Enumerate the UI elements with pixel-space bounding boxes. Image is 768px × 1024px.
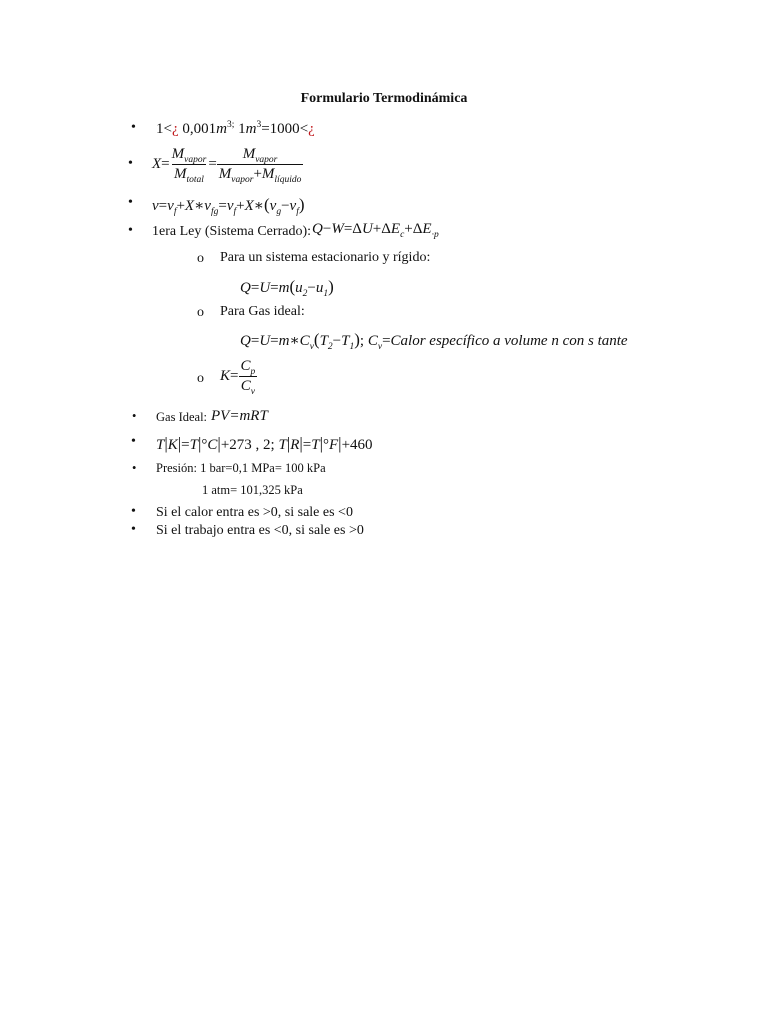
eq-var: M (261, 166, 275, 182)
eq-var: C (367, 333, 378, 349)
bullet: • (132, 461, 137, 475)
eq-sub: vapor (184, 155, 207, 165)
eq-var: v (269, 198, 277, 214)
eq-text: − (307, 280, 316, 296)
eq-var: m (278, 280, 290, 296)
fraction (170, 146, 209, 183)
eq-text: +460 (341, 437, 373, 453)
eq-sub: c (400, 230, 405, 240)
eq-text: = (158, 198, 168, 214)
eq-text: ° (323, 437, 329, 453)
eq-sup: 3 (226, 120, 232, 130)
eq-sub: g (276, 207, 282, 217)
bullet: • (128, 223, 133, 238)
eq-text: Δ (381, 221, 391, 237)
eq-sub: fg (210, 207, 219, 217)
eq-var: C (207, 437, 218, 453)
equation-first-law (312, 221, 439, 238)
eq-sub: 2 (327, 342, 333, 352)
eq-var: K (220, 367, 231, 384)
eq-var: E (390, 221, 401, 237)
eq-var: X (244, 198, 254, 214)
eq-var: T (319, 333, 328, 349)
eq-text: < (163, 121, 172, 137)
heat-sign-rule: Si el calor entra es >0, si sale es <0 (156, 505, 353, 520)
eq-text: = (270, 333, 279, 349)
equation-heat-capacity-ratio (220, 358, 257, 395)
equation-quality (152, 146, 303, 183)
eq-var: C (240, 358, 251, 374)
pressure-conversion-atm: 1 atm= 101,325 kPa (202, 483, 303, 497)
eq-sub: v (377, 342, 383, 352)
eq-var: E (422, 221, 432, 237)
eq-text: = (382, 333, 391, 349)
eq-text: +273 , 2 (220, 437, 271, 453)
work-sign-rule: Si el trabajo entra es <0, si sale es >0 (156, 523, 364, 538)
equation-temperature-conversion: T|K|=T|°C|+273 , 2; T|R|=T|°F|+460 (156, 434, 373, 453)
eq-text: 1 (238, 121, 246, 137)
eq-text: + (236, 198, 245, 214)
ideal-gas-label: Para Gas ideal: (220, 304, 305, 319)
eq-var: C (240, 378, 251, 394)
eq-sub: v (309, 342, 314, 352)
eq-sup: 3 (256, 120, 262, 130)
eq-var: m (278, 333, 290, 349)
eq-var: m (245, 121, 257, 137)
eq-var: W (331, 221, 344, 237)
eq-text: Δ (412, 221, 423, 237)
eq-sub: p (250, 367, 256, 377)
eq-text: = (302, 437, 312, 453)
eq-var: Calor específico a volume n con s tante (390, 333, 628, 349)
eq-text: + (253, 166, 262, 182)
bullet: • (131, 434, 136, 449)
bullet: • (131, 504, 136, 519)
eq-var: v (289, 198, 297, 214)
eq-var: u (295, 280, 303, 296)
eq-var: M (171, 146, 185, 162)
eq-text: ∗ (194, 198, 205, 214)
eq-text: − (281, 198, 290, 214)
eq-text: − (332, 333, 342, 349)
eq-text: ° (201, 437, 208, 453)
equation-ideal-gas-law: PV=mRT (211, 408, 268, 424)
eq-text: < (299, 121, 309, 137)
eq-sub: v (250, 387, 255, 397)
eq-var: Q (240, 333, 251, 349)
fraction (217, 146, 304, 183)
page-title: Formulario Termodinámica (300, 91, 468, 106)
bullet: • (128, 195, 133, 210)
equation-volume-conversion (156, 121, 315, 138)
equation-stationary: $Q=U=m(u_2-u_1)$ (240, 277, 334, 299)
ideal-gas-law-label: Gas Ideal: (156, 410, 208, 424)
stationary-system-label: Para un sistema estacionario y rígido: (220, 250, 431, 265)
eq-text: 0,001 (182, 121, 217, 137)
eq-sub: · (431, 230, 434, 240)
eq-sub: total (186, 175, 204, 185)
eq-var: M (218, 166, 232, 182)
eq-var: M (174, 166, 187, 182)
sub-bullet: o (197, 371, 204, 386)
eq-sup: ; (231, 120, 235, 130)
bullet: • (132, 409, 137, 423)
eq-text: ; (359, 333, 365, 349)
eq-sub: líquido (274, 175, 302, 185)
eq-var: K (167, 437, 178, 453)
eq-sub: f (296, 207, 299, 217)
eq-text: Δ (352, 221, 362, 237)
eq-text: = (270, 280, 279, 296)
bullet: • (131, 120, 136, 135)
bullet: • (131, 522, 136, 537)
equation-ideal-gas-heat: $Q=U=m∗C_v(T_2-T_1)$; $C_v=Calor$ específico a volume n con s tante (240, 330, 628, 352)
eq-var: T (341, 333, 350, 349)
eq-error-glyph: ¿ (308, 121, 315, 137)
eq-var: X (152, 155, 162, 172)
eq-var: U (259, 333, 271, 349)
eq-sub: vapor (231, 175, 254, 185)
eq-sub: f (173, 207, 177, 217)
eq-text: ∗ (289, 333, 300, 349)
eq-text: − (322, 221, 332, 237)
eq-text: 1 (156, 121, 164, 137)
eq-text: = (343, 221, 353, 237)
eq-var: Q (240, 280, 251, 296)
eq-var: M (242, 146, 256, 162)
eq-text: + (176, 198, 185, 214)
eq-var: u (315, 280, 324, 296)
eq-text: = (230, 367, 239, 384)
eq-text: = (218, 198, 227, 214)
eq-sub: f (233, 207, 237, 217)
eq-var: F (329, 437, 339, 453)
eq-text: ∗ (253, 198, 264, 214)
eq-sub: 2 (302, 289, 308, 299)
sub-bullet: o (197, 251, 204, 266)
eq-var: T (156, 437, 165, 453)
eq-var: T (278, 437, 287, 453)
eq-var: v (152, 198, 159, 214)
eq-var: U (259, 280, 271, 296)
eq-var: X (184, 198, 195, 214)
eq-text: =1000 (261, 121, 300, 137)
fraction (238, 358, 257, 395)
eq-var: m (216, 121, 227, 137)
eq-text: + (372, 221, 382, 237)
eq-var: T (311, 437, 320, 453)
eq-text: = (181, 437, 190, 453)
eq-text: = (161, 155, 170, 172)
eq-var: T (189, 437, 198, 453)
eq-error-glyph: ¿ (171, 121, 179, 137)
equation-specific-volume: $v=v_f+X∗v_{fg}=v_f+X∗(v_g-v_f)$ (152, 195, 305, 217)
eq-text: + (404, 221, 413, 237)
eq-text: ; (270, 437, 275, 453)
eq-var: C (299, 333, 310, 349)
eq-text: = (250, 333, 260, 349)
sub-bullet: o (197, 305, 204, 320)
eq-var: Q (312, 221, 323, 237)
eq-sub: 1 (323, 289, 329, 299)
eq-text: = (208, 155, 217, 172)
eq-var: v (204, 198, 211, 214)
eq-text: = (250, 280, 260, 296)
first-law-label: 1era Ley (Sistema Cerrado): (152, 224, 311, 239)
eq-sub: 1 (349, 342, 355, 352)
eq-sub: p (433, 230, 439, 240)
bullet: • (128, 156, 133, 171)
pressure-conversion-bar: Presión: 1 bar=0,1 MPa= 100 kPa (156, 461, 326, 475)
eq-var: v (226, 198, 234, 214)
eq-sub: vapor (255, 155, 278, 165)
eq-var: v (167, 198, 174, 214)
eq-var: U (361, 221, 373, 237)
eq-var: R (290, 437, 300, 453)
